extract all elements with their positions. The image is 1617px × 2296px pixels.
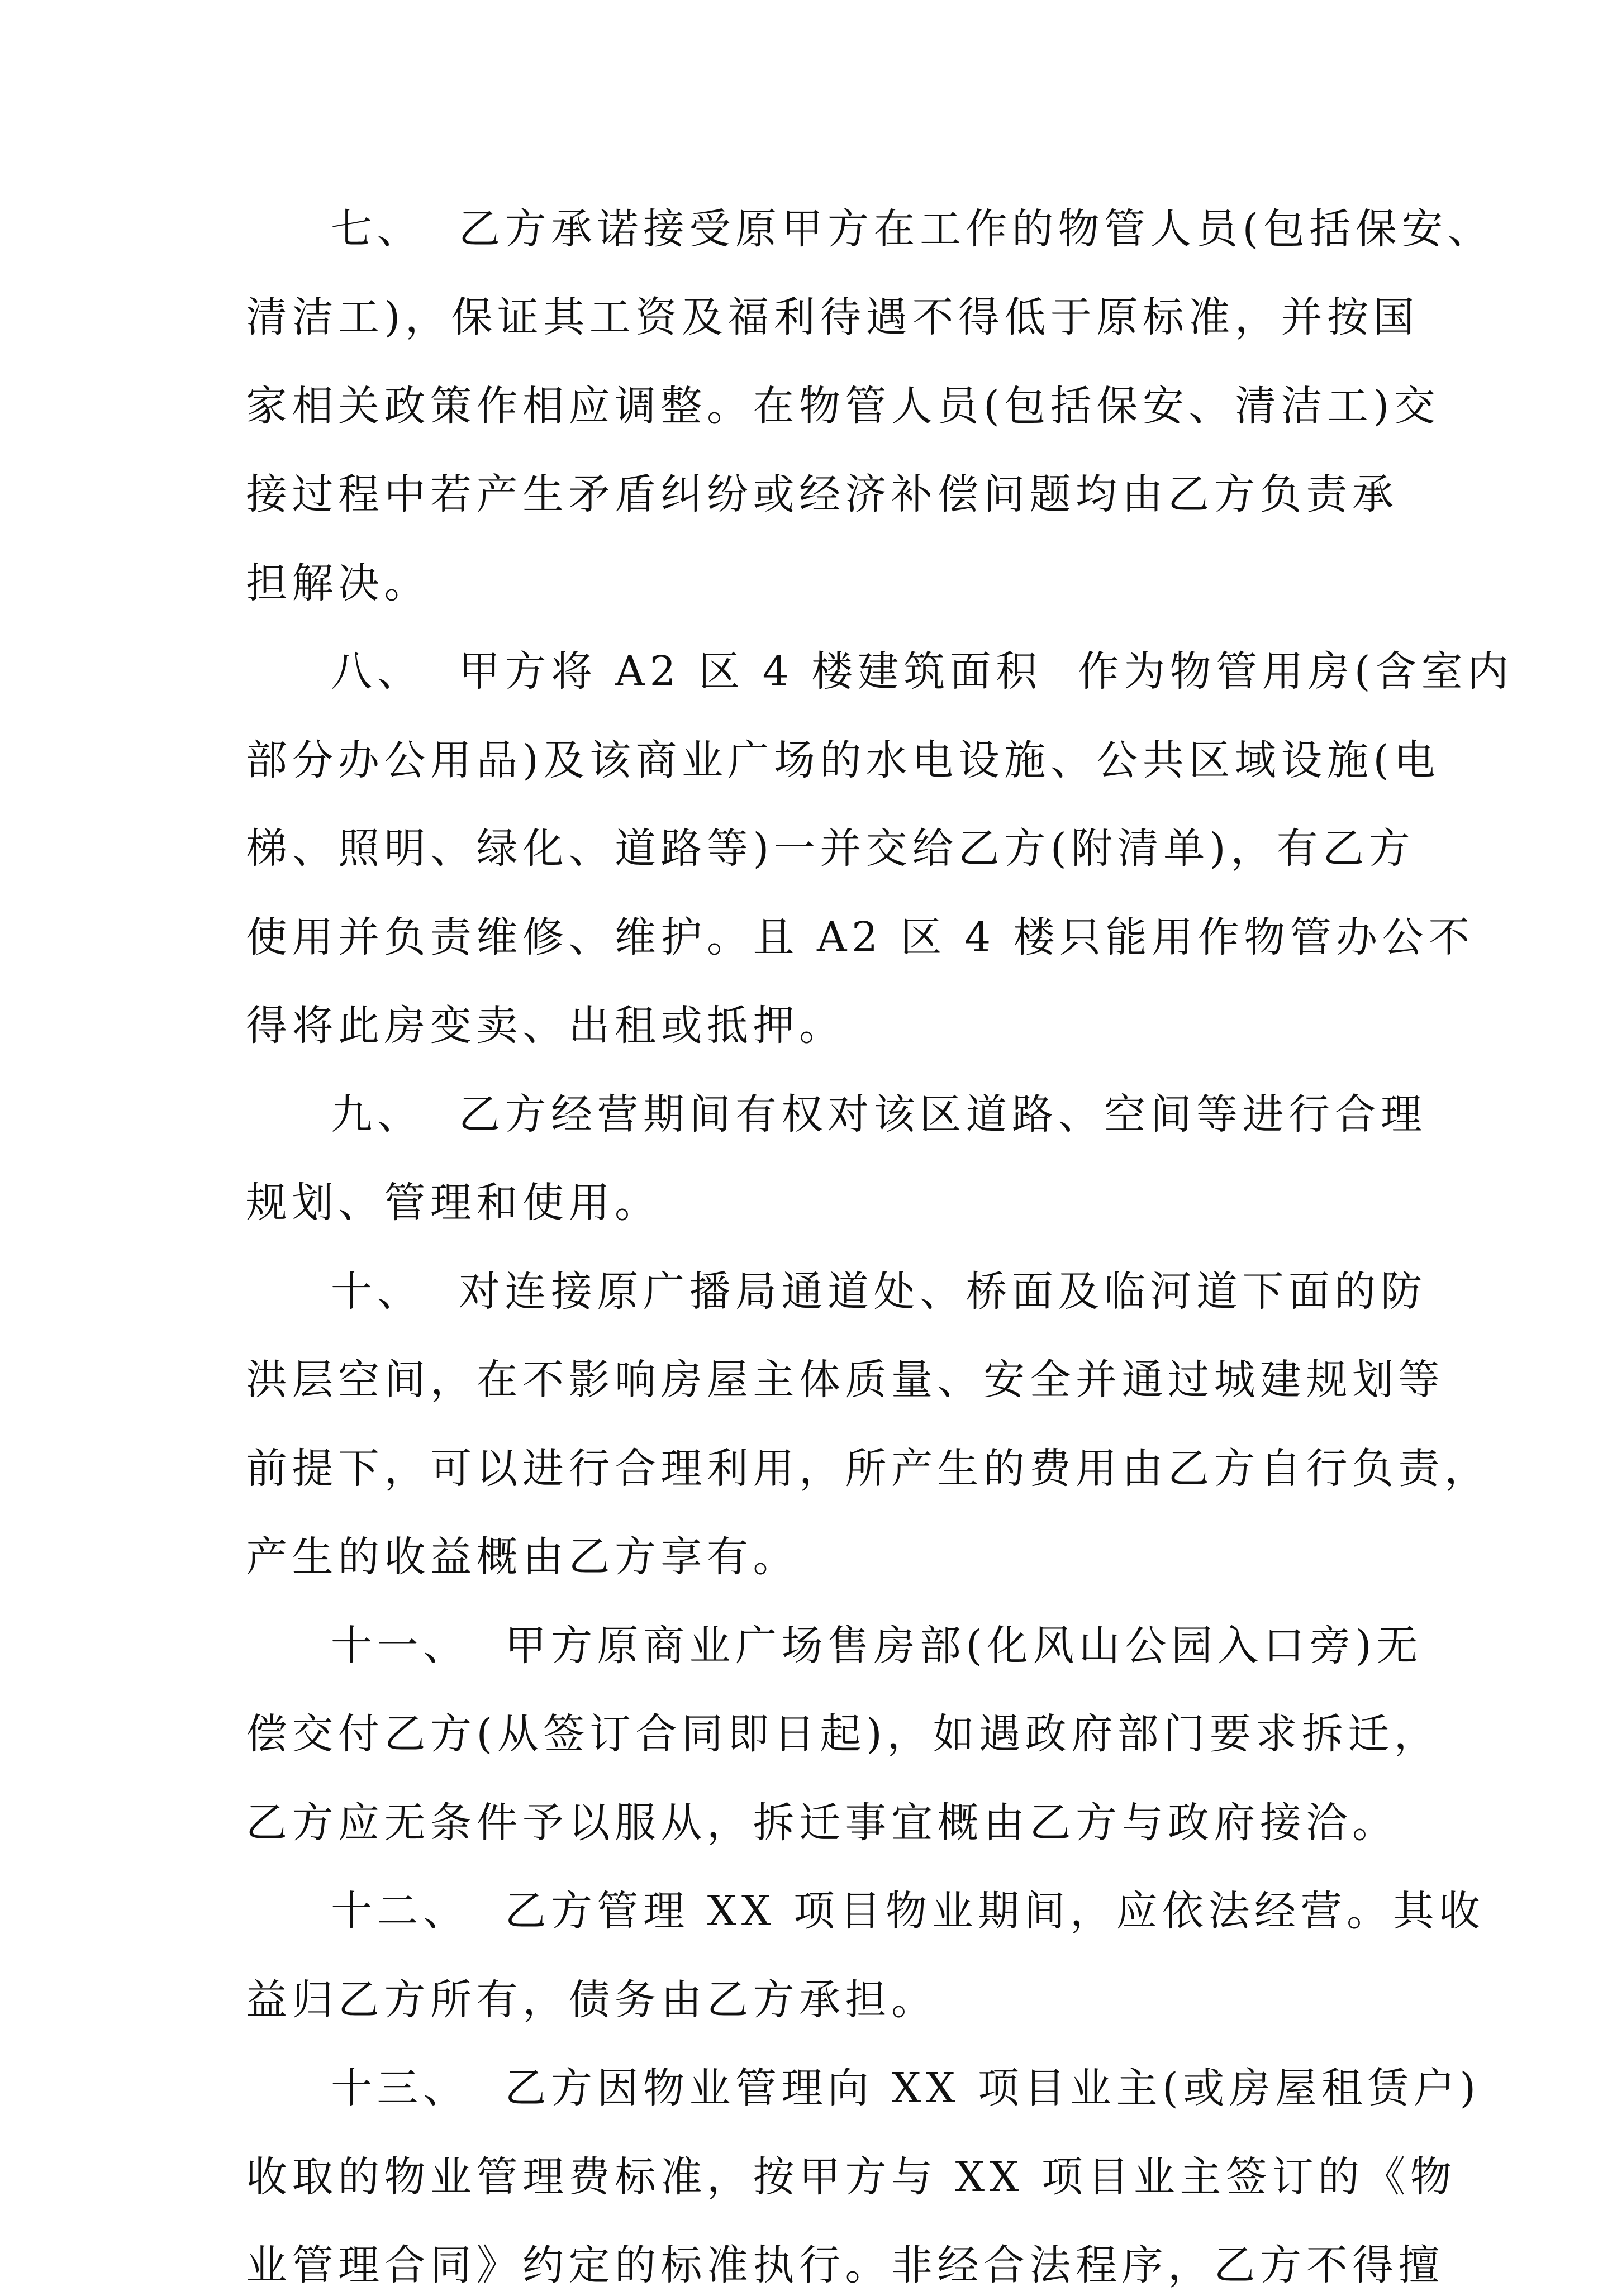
clause-7-line-5: 担解决。 bbox=[246, 559, 430, 607]
clause-8-line-2: 部分办公用品)及该商业广场的水电设施、公共区域设施(电 bbox=[246, 736, 1440, 784]
clause-10-line-2: 洪层空间，在不影响房屋主体质量、安全并通过城建规划等 bbox=[246, 1356, 1444, 1404]
clause-7-line-2: 清洁工)，保证其工资及福利待遇不得低于原标准，并按国 bbox=[246, 293, 1419, 341]
clause-12-line-1: 十二、 乙方管理 XX 项目物业期间，应依法经营。其收 bbox=[331, 1887, 1485, 1935]
clause-8-line-5: 得将此房变卖、出租或抵押。 bbox=[246, 1002, 845, 1050]
clause-10-line-3: 前提下，可以进行合理利用，所产生的费用由乙方自行负责， bbox=[246, 1445, 1491, 1493]
clause-10-line-1: 十、 对连接原广播局通道处、桥面及临河道下面的防 bbox=[331, 1268, 1427, 1316]
clause-7-line-1: 七、 乙方承诺接受原甲方在工作的物管人员(包括保安、 bbox=[331, 205, 1494, 253]
clause-10-line-4: 产生的收益概由乙方享有。 bbox=[246, 1533, 799, 1581]
clause-8-line-4: 使用并负责维修、维护。且 A2 区 4 楼只能用作物管办公不 bbox=[246, 913, 1475, 961]
clause-7-line-3: 家相关政策作相应调整。在物管人员(包括保安、清洁工)交 bbox=[246, 382, 1440, 430]
clause-11-line-1: 十一、 甲方原商业广场售房部(化风山公园入口旁)无 bbox=[331, 1622, 1423, 1670]
clause-13-line-1: 十三、 乙方因物业管理向 XX 项目业主(或房屋租赁户) bbox=[331, 2064, 1481, 2112]
clause-12-line-2: 益归乙方所有，债务由乙方承担。 bbox=[246, 1976, 938, 2024]
clause-8-line-3: 梯、照明、绿化、道路等)一并交给乙方(附清单)，有乙方 bbox=[246, 825, 1415, 873]
clause-7-line-4: 接过程中若产生矛盾纠纷或经济补偿问题均由乙方负责承 bbox=[246, 470, 1399, 518]
clause-11-line-3: 乙方应无条件予以服从，拆迁事宜概由乙方与政府接洽。 bbox=[246, 1799, 1399, 1847]
clause-9-line-2: 规划、管理和使用。 bbox=[246, 1179, 661, 1227]
clause-13-line-2: 收取的物业管理费标准，按甲方与 XX 项目业主签订的《物 bbox=[246, 2153, 1457, 2201]
clause-13-line-3: 业管理合同》约定的标准执行。非经合法程序，乙方不得擅 bbox=[246, 2241, 1444, 2289]
clause-9-line-1: 九、 乙方经营期间有权对该区道路、空间等进行合理 bbox=[331, 1090, 1427, 1139]
clause-8-line-1: 八、 甲方将 A2 区 4 楼建筑面积 作为物管用房(含室内 bbox=[331, 647, 1514, 696]
clause-11-line-2: 偿交付乙方(从签订合同即日起)，如遇政府部门要求拆迁， bbox=[246, 1710, 1440, 1758]
